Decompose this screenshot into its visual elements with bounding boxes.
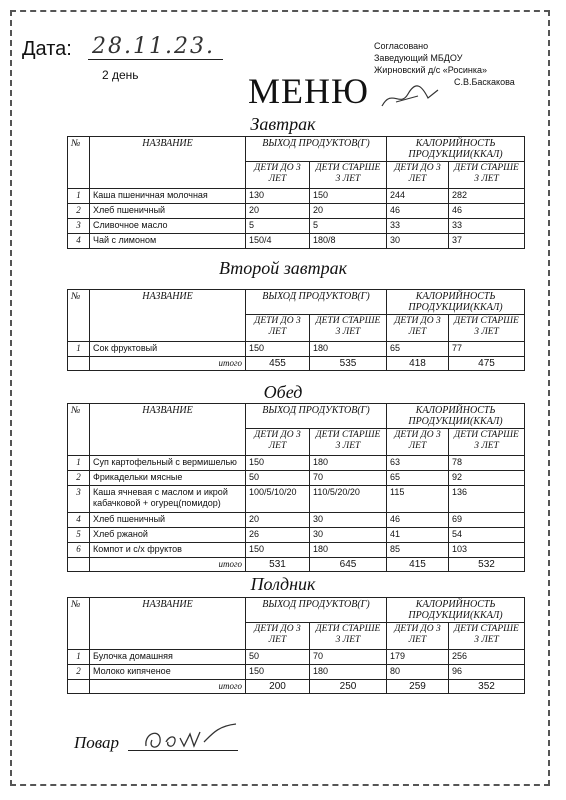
total-output-over3: 535: [310, 357, 387, 371]
page-title: МЕНЮ: [248, 71, 369, 111]
calories-under3: 46: [387, 513, 449, 528]
table-row: [68, 528, 525, 543]
col-calories-header: КАЛОРИЙНОСТЬ ПРОДУКЦИИ(ККАЛ): [387, 290, 525, 315]
approval-stamp: [374, 40, 515, 88]
row-number: 2: [68, 204, 90, 219]
table-row: [68, 543, 525, 558]
table-row: [68, 665, 525, 680]
total-row: [68, 558, 525, 572]
col-calories-header: КАЛОРИЙНОСТЬ ПРОДУКЦИИ(ККАЛ): [387, 598, 525, 623]
output-under3: 20: [246, 513, 310, 528]
total-output-under3: 531: [246, 558, 310, 572]
cook-signature: [140, 720, 240, 754]
output-under3: 150: [246, 665, 310, 680]
col-age-header: ДЕТИ ДО 3 ЛЕТ: [246, 623, 310, 650]
col-age-header: ДЕТИ СТАРШЕ 3 ЛЕТ: [449, 429, 525, 456]
output-over3: 5: [310, 219, 387, 234]
calories-under3: 65: [387, 342, 449, 357]
total-calories-under3: 415: [387, 558, 449, 572]
menu-table-breakfast: [67, 136, 525, 249]
output-under3: 50: [246, 471, 310, 486]
row-number: 1: [68, 189, 90, 204]
calories-over3: 33: [449, 219, 525, 234]
output-over3: 180: [310, 342, 387, 357]
dish-name: Булочка домашняя: [90, 650, 246, 665]
calories-under3: 85: [387, 543, 449, 558]
calories-under3: 80: [387, 665, 449, 680]
header-row: [68, 404, 525, 429]
output-over3: 180: [310, 665, 387, 680]
output-over3: 110/5/20/20: [310, 486, 387, 513]
col-name-header: НАЗВАНИЕ: [90, 290, 246, 342]
output-over3: 150: [310, 189, 387, 204]
col-output-header: ВЫХОД ПРОДУКТОВ(Г): [246, 404, 387, 429]
section-title-breakfast: Завтрак: [250, 114, 316, 134]
output-under3: 130: [246, 189, 310, 204]
output-under3: 5: [246, 219, 310, 234]
calories-under3: 244: [387, 189, 449, 204]
col-age-header: ДЕТИ СТАРШЕ 3 ЛЕТ: [310, 315, 387, 342]
col-age-header: ДЕТИ ДО 3 ЛЕТ: [387, 429, 449, 456]
col-age-header: ДЕТИ СТАРШЕ 3 ЛЕТ: [310, 429, 387, 456]
calories-under3: 65: [387, 471, 449, 486]
dish-name: Компот и с/х фруктов: [90, 543, 246, 558]
col-output-header: ВЫХОД ПРОДУКТОВ(Г): [246, 290, 387, 315]
cook-label: Повар: [74, 733, 120, 752]
total-calories-under3: 418: [387, 357, 449, 371]
output-under3: 150/4: [246, 234, 310, 249]
calories-over3: 46: [449, 204, 525, 219]
calories-under3: 33: [387, 219, 449, 234]
total-output-under3: 200: [246, 680, 310, 694]
section-title-lunch: Обед: [263, 382, 303, 402]
col-age-header: ДЕТИ СТАРШЕ 3 ЛЕТ: [310, 162, 387, 189]
output-over3: 180/8: [310, 234, 387, 249]
section-title-snack: Полдник: [250, 574, 316, 594]
calories-under3: 179: [387, 650, 449, 665]
approval-line: Заведующий МБДОУ: [374, 53, 463, 63]
col-calories-header: КАЛОРИЙНОСТЬ ПРОДУКЦИИ(ККАЛ): [387, 404, 525, 429]
date-value: 28.11.23.: [88, 34, 223, 60]
col-age-header: ДЕТИ СТАРШЕ 3 ЛЕТ: [449, 623, 525, 650]
dish-name: Суп картофельный с вермишелью: [90, 456, 246, 471]
calories-over3: 96: [449, 665, 525, 680]
dish-name: Хлеб пшеничный: [90, 513, 246, 528]
calories-over3: 77: [449, 342, 525, 357]
total-label: итого: [90, 680, 246, 694]
calories-under3: 46: [387, 204, 449, 219]
total-label: итого: [90, 558, 246, 572]
dish-name: Сливочное масло: [90, 219, 246, 234]
output-over3: 70: [310, 650, 387, 665]
row-number: 3: [68, 486, 90, 513]
table-row: [68, 204, 525, 219]
calories-under3: 41: [387, 528, 449, 543]
col-num-header: №: [68, 598, 90, 650]
total-spacer: [68, 357, 90, 371]
total-spacer: [68, 680, 90, 694]
col-age-header: ДЕТИ ДО 3 ЛЕТ: [246, 315, 310, 342]
day-label: 2 день: [102, 68, 139, 82]
calories-over3: 136: [449, 486, 525, 513]
output-under3: 150: [246, 456, 310, 471]
col-num-header: №: [68, 137, 90, 189]
output-under3: 100/5/10/20: [246, 486, 310, 513]
menu-table-second-breakfast: [67, 289, 525, 371]
table-row: [68, 456, 525, 471]
output-under3: 26: [246, 528, 310, 543]
output-under3: 150: [246, 342, 310, 357]
header-row: [68, 290, 525, 315]
col-num-header: №: [68, 404, 90, 456]
col-age-header: ДЕТИ ДО 3 ЛЕТ: [387, 623, 449, 650]
calories-over3: 103: [449, 543, 525, 558]
menu-table-lunch: [67, 403, 525, 572]
total-output-over3: 645: [310, 558, 387, 572]
col-age-header: ДЕТИ ДО 3 ЛЕТ: [246, 429, 310, 456]
table-row: [68, 471, 525, 486]
col-age-header: ДЕТИ СТАРШЕ 3 ЛЕТ: [449, 162, 525, 189]
approval-signature: [380, 84, 440, 110]
dish-name: Фрикадельки мясные: [90, 471, 246, 486]
table-row: [68, 219, 525, 234]
row-number: 1: [68, 456, 90, 471]
col-age-header: ДЕТИ ДО 3 ЛЕТ: [387, 315, 449, 342]
total-output-under3: 455: [246, 357, 310, 371]
calories-under3: 115: [387, 486, 449, 513]
output-over3: 70: [310, 471, 387, 486]
calories-under3: 63: [387, 456, 449, 471]
approval-line: Жирновский д/с «Росинка»: [374, 65, 488, 75]
output-over3: 180: [310, 456, 387, 471]
header-row: [68, 137, 525, 162]
table-row: [68, 650, 525, 665]
total-calories-under3: 259: [387, 680, 449, 694]
output-under3: 20: [246, 204, 310, 219]
output-under3: 150: [246, 543, 310, 558]
table-row: [68, 234, 525, 249]
row-number: 2: [68, 665, 90, 680]
row-number: 1: [68, 650, 90, 665]
calories-over3: 69: [449, 513, 525, 528]
col-output-header: ВЫХОД ПРОДУКТОВ(Г): [246, 137, 387, 162]
approval-line: Согласовано: [374, 41, 429, 51]
calories-over3: 37: [449, 234, 525, 249]
approval-line: С.В.Баскакова: [454, 77, 515, 87]
row-number: 5: [68, 528, 90, 543]
output-under3: 50: [246, 650, 310, 665]
table-row: [68, 513, 525, 528]
row-number: 3: [68, 219, 90, 234]
output-over3: 20: [310, 204, 387, 219]
col-name-header: НАЗВАНИЕ: [90, 598, 246, 650]
dish-name: Каша ячневая с маслом и икрой кабачковой + огурец(помидор): [90, 486, 246, 513]
calories-over3: 54: [449, 528, 525, 543]
calories-over3: 282: [449, 189, 525, 204]
total-spacer: [68, 558, 90, 572]
col-num-header: №: [68, 290, 90, 342]
menu-table-snack: [67, 597, 525, 694]
col-age-header: ДЕТИ СТАРШЕ 3 ЛЕТ: [449, 315, 525, 342]
output-over3: 30: [310, 528, 387, 543]
col-name-header: НАЗВАНИЕ: [90, 404, 246, 456]
total-calories-over3: 475: [449, 357, 525, 371]
table-row: [68, 486, 525, 513]
row-number: 4: [68, 234, 90, 249]
total-calories-over3: 352: [449, 680, 525, 694]
row-number: 1: [68, 342, 90, 357]
section-title-second-breakfast: Второй завтрак: [219, 258, 347, 278]
dish-name: Молоко кипяченое: [90, 665, 246, 680]
calories-over3: 92: [449, 471, 525, 486]
total-row: [68, 680, 525, 694]
header-row: [68, 598, 525, 623]
calories-under3: 30: [387, 234, 449, 249]
col-age-header: ДЕТИ ДО 3 ЛЕТ: [246, 162, 310, 189]
col-output-header: ВЫХОД ПРОДУКТОВ(Г): [246, 598, 387, 623]
total-calories-over3: 532: [449, 558, 525, 572]
output-over3: 180: [310, 543, 387, 558]
row-number: 2: [68, 471, 90, 486]
output-over3: 30: [310, 513, 387, 528]
calories-over3: 256: [449, 650, 525, 665]
total-label: итого: [90, 357, 246, 371]
dish-name: Хлеб пшеничный: [90, 204, 246, 219]
col-name-header: НАЗВАНИЕ: [90, 137, 246, 189]
total-output-over3: 250: [310, 680, 387, 694]
calories-over3: 78: [449, 456, 525, 471]
dish-name: Чай с лимоном: [90, 234, 246, 249]
col-age-header: ДЕТИ СТАРШЕ 3 ЛЕТ: [310, 623, 387, 650]
dish-name: Хлеб ржаной: [90, 528, 246, 543]
col-age-header: ДЕТИ ДО 3 ЛЕТ: [387, 162, 449, 189]
table-row: [68, 189, 525, 204]
dish-name: Каша пшеничная молочная: [90, 189, 246, 204]
date-label: Дата:: [22, 38, 72, 60]
row-number: 4: [68, 513, 90, 528]
table-row: [68, 342, 525, 357]
row-number: 6: [68, 543, 90, 558]
dish-name: Сок фруктовый: [90, 342, 246, 357]
total-row: [68, 357, 525, 371]
col-calories-header: КАЛОРИЙНОСТЬ ПРОДУКЦИИ(ККАЛ): [387, 137, 525, 162]
